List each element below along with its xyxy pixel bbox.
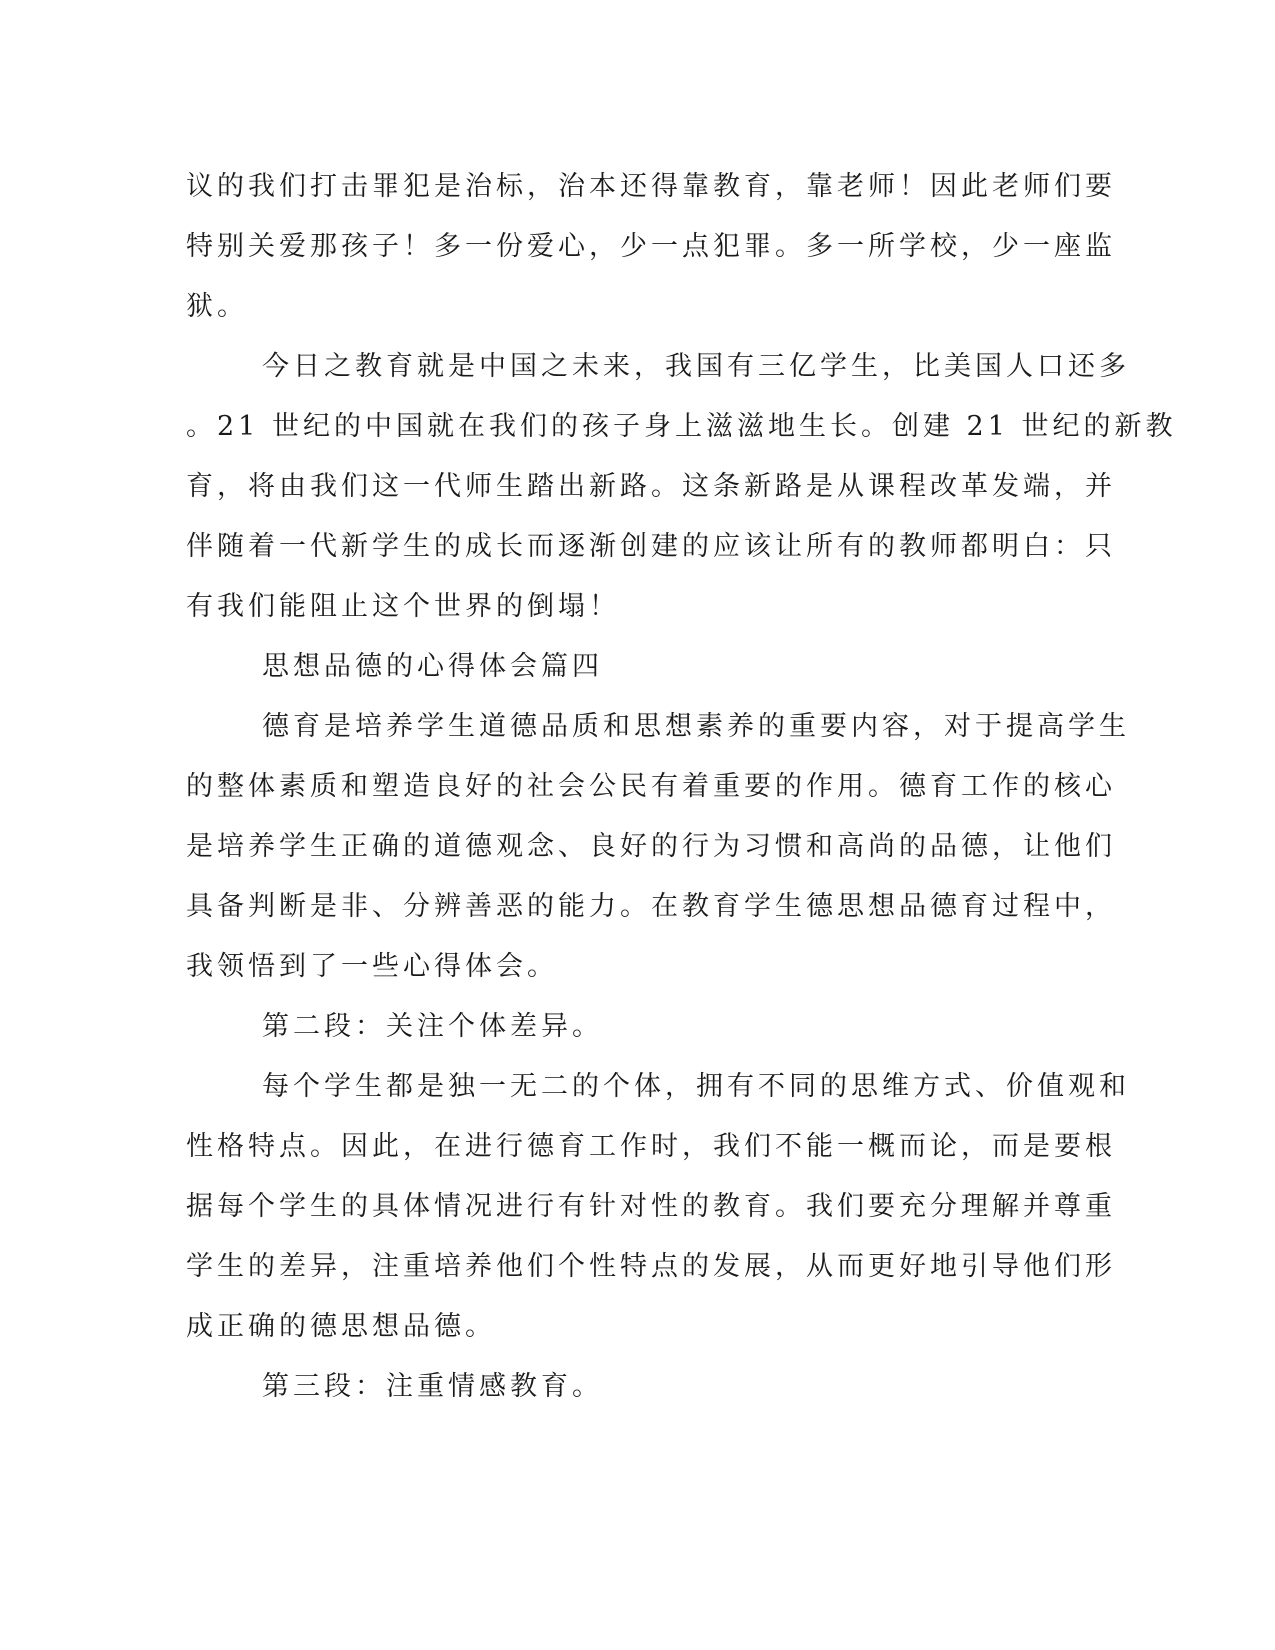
- text-line: 学生的差异，注重培养他们个性特点的发展，从而更好地引导他们形: [186, 1251, 1116, 1282]
- text-line: 特别关爱那孩子！多一份爱心，少一点犯罪。多一所学校，少一座监: [186, 231, 1116, 262]
- text-line: 每个学生都是独一无二的个体，拥有不同的思维方式、价值观和: [262, 1071, 1130, 1102]
- text-line: 成正确的德思想品德。: [186, 1311, 496, 1342]
- text-line: 德育是培养学生道德品质和思想素养的重要内容，对于提高学生: [262, 711, 1130, 742]
- text-line: 据每个学生的具体情况进行有针对性的教育。我们要充分理解并尊重: [186, 1191, 1116, 1222]
- text-line: 伴随着一代新学生的成长而逐渐创建的应该让所有的教师都明白：只: [186, 531, 1116, 562]
- text-line: 今日之教育就是中国之未来，我国有三亿学生，比美国人口还多: [262, 351, 1130, 382]
- text-line: 是培养学生正确的道德观念、良好的行为习惯和高尚的品德，让他们: [186, 831, 1116, 862]
- document-body: [186, 157, 1177, 1417]
- text-line: 。21 世纪的中国就在我们的孩子身上滋滋地生长。创建 21 世纪的新教: [186, 411, 1177, 442]
- text-line: 的整体素质和塑造良好的社会公民有着重要的作用。德育工作的核心: [186, 771, 1116, 802]
- section-heading: 思想品德的心得体会篇四: [262, 651, 603, 682]
- paragraph-2: [186, 337, 1177, 637]
- text-line: 育，将由我们这一代师生踏出新路。这条新路是从课程改革发端，并: [186, 471, 1116, 502]
- paragraph-1: [186, 157, 1116, 337]
- text-line: 具备判断是非、分辨善恶的能力。在教育学生德思想品德育过程中，: [186, 891, 1116, 922]
- paragraph-4: [186, 1057, 1130, 1357]
- section-3-title: 第三段：注重情感教育。: [262, 1371, 603, 1402]
- text-line: 议的我们打击罪犯是治标，治本还得靠教育，靠老师！因此老师们要: [186, 171, 1116, 202]
- section-2-title: 第二段：关注个体差异。: [262, 1011, 603, 1042]
- text-line: 我领悟到了一些心得体会。: [186, 951, 558, 982]
- text-line: 性格特点。因此，在进行德育工作时，我们不能一概而论，而是要根: [186, 1131, 1116, 1162]
- paragraph-3: [186, 697, 1130, 997]
- text-line: 有我们能阻止这个世界的倒塌！: [186, 591, 620, 622]
- text-line: 狱。: [186, 291, 248, 322]
